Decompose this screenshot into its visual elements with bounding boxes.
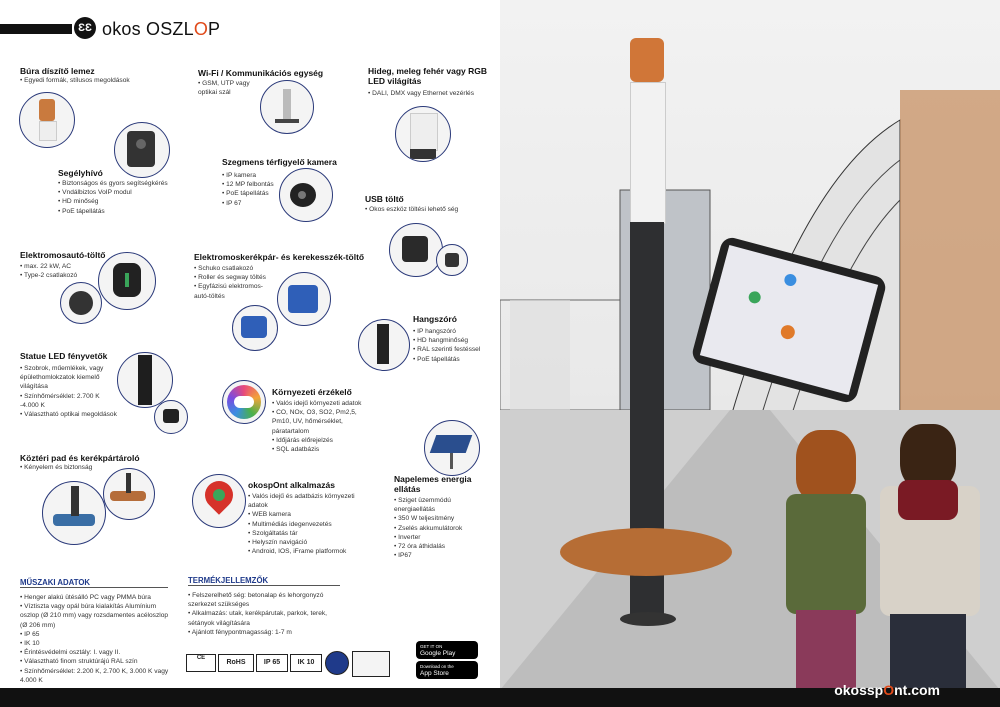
feature-title-env: Környezeti érzékelő <box>272 387 352 397</box>
location-pin-icon <box>192 474 246 528</box>
feature-list-usb: • Okos eszköz töltési lehető ség <box>365 205 495 214</box>
feature-title-bench: Köztéri pad és kerékpártároló <box>20 453 140 463</box>
spotlight-image <box>154 400 188 434</box>
feature-title-light: Hideg, meleg fehér vagy RGB LED világítás <box>368 66 488 86</box>
light-module-image <box>395 106 451 162</box>
feature-title-help: Segélyhívó <box>58 168 103 178</box>
brand-title: okos OSZLOP <box>102 19 221 39</box>
feature-list-speaker: • IP hangszóró • HD hangminőség • RAL szerinti festéssel • PoE tápellátás <box>413 327 488 364</box>
ip65-badge-icon: IP 65 <box>256 654 288 672</box>
feature-list-camera: • IP kamera • 12 MP felbontás • PoE tápellátás • IP 67 <box>222 171 292 208</box>
feature-title-bura: Búra díszítő lemez <box>20 66 95 76</box>
feature-title-app: okospOnt alkalmazás <box>248 480 335 490</box>
feature-list-statue: • Szobrok, műemlékek, vagy épülethomlokzatok kiemelő világítása • Színhőmérséklet: 2.700 K -4.000 K • Választható optikai megoldások <box>20 364 118 419</box>
google-play-button[interactable]: GET IT ON Google Play <box>416 641 478 659</box>
usb-charger-image <box>389 223 443 277</box>
camera-image <box>279 168 333 222</box>
specs-title: MŰSZAKI ADATOK <box>20 578 168 588</box>
statue-light-image <box>117 352 173 408</box>
feature-list-wifi: • GSM, UTP vagy optikai szál <box>198 79 268 97</box>
product-title: TERMÉKJELLEMZŐK <box>188 576 340 586</box>
bench-image <box>42 481 106 545</box>
app-store-button[interactable]: Download on the App Store <box>416 661 478 679</box>
feature-title-camera: Szegmens térfigyelő kamera <box>222 157 337 167</box>
feature-list-light: • DALI, DMX vagy Ethernet vezérlés <box>368 89 493 98</box>
specs-list: • Henger alakú ütésálló PC vagy PMMA búra • Víztiszta vagy opál búra kialakítás Alumínium oszlop (Ø 210 mm) vagy rozsdamentes acéloszlop (Ø 206 mm) • IP 65 • IK 10 • Érintésvédelmi osztály: I. vagy II. • Választható finom struktúrájú RAL szín • Színhőmérséklet: 2.200 K, 2.700 K, 3.000 K vagy 4.000 K <box>20 593 170 685</box>
solar-panel-image <box>424 420 480 476</box>
feature-list-help: • Biztonságos és gyors segítségkérés • Vndálbiztos VoIP modul • HD minőség • PoE tápellátás <box>58 179 188 216</box>
schuko-socket-image <box>277 272 331 326</box>
feature-title-usb: USB töltő <box>365 194 404 204</box>
brochure-right-photo <box>500 0 1000 707</box>
schuko-plug-image <box>232 305 278 351</box>
feature-title-solar: Napelemes energia ellátás <box>394 474 472 494</box>
speaker-image <box>358 319 410 371</box>
brand-logo-icon: ƐƐ <box>74 17 96 39</box>
feature-list-env: • Valós idejű környezeti adatok • CO, NOx, O3, SO2, Pm2,5, Pm10, UV, hőmérséklet, páratartalom • Időjárás előrejelzés • SQL adatbázis <box>272 399 367 454</box>
height-diagram-icon <box>352 651 390 677</box>
feature-list-solar: • Sziget üzemmódú energiaellátás • 350 W teljesítmény • Zselés akkumulátorok • Inverter • 72 óra áthidalás • IP67 <box>394 496 490 560</box>
help-call-image <box>114 122 170 178</box>
feature-title-statue: Statue LED fényvetők <box>20 351 108 361</box>
feature-title-speaker: Hangszóró <box>413 314 457 324</box>
feature-title-ev: Elektromosautó-töltő <box>20 250 106 260</box>
feature-title-ebike: Elektromoskerékpár- és kerekesszék-töltő <box>194 252 365 262</box>
feature-title-wifi: Wi-Fi / Kommunikációs egység <box>198 68 324 78</box>
product-list: • Felszerelhető ség: betonalap és lehorgonyzó szerkezet szükséges • Alkalmazás: utak, kerékpárutak, parkok, terek, sétányok világítására • Ajánlott fénypontmagasság: 1-7 m <box>188 591 350 637</box>
wifi-unit-image <box>260 80 314 134</box>
bike-rack-image <box>103 468 155 520</box>
ce-badge-icon: CE <box>186 654 216 672</box>
ev-charger-image <box>98 252 156 310</box>
website-link[interactable]: okosspOnt.com <box>834 682 940 698</box>
rohs-badge-icon: RoHS <box>218 654 254 672</box>
bench-seat-image <box>560 528 732 576</box>
pole-base-image <box>620 612 676 626</box>
feature-list-bura: • Egyedi formák, stílusos megoldások <box>20 76 170 85</box>
environment-sensor-icon <box>222 380 266 424</box>
people-photo <box>772 420 992 688</box>
feature-list-ev: • max. 22 kW, AC • Type-2 csatlakozó <box>20 262 110 280</box>
type2-plug-image <box>60 282 102 324</box>
bura-image <box>19 92 75 148</box>
feature-list-ebike: • Schuko csatlakozó • Roller és segway töltés • Egyfázisú elektromos-autó-töltés <box>194 264 274 301</box>
feature-list-bench: • Kényelem és biztonság <box>20 463 150 472</box>
feature-list-app: • Valós idejű és adatbázis környezeti adatok • WEB kamera • Multimédiás idegenvezetés • Szolgáltatás tár • Helyszín navigáció • Android, IOS, iFrame platformok <box>248 492 363 556</box>
quality-seal-icon <box>325 651 349 675</box>
usb-detail-image <box>436 244 468 276</box>
header-bar <box>0 24 72 34</box>
ik10-badge-icon: IK 10 <box>290 654 322 672</box>
